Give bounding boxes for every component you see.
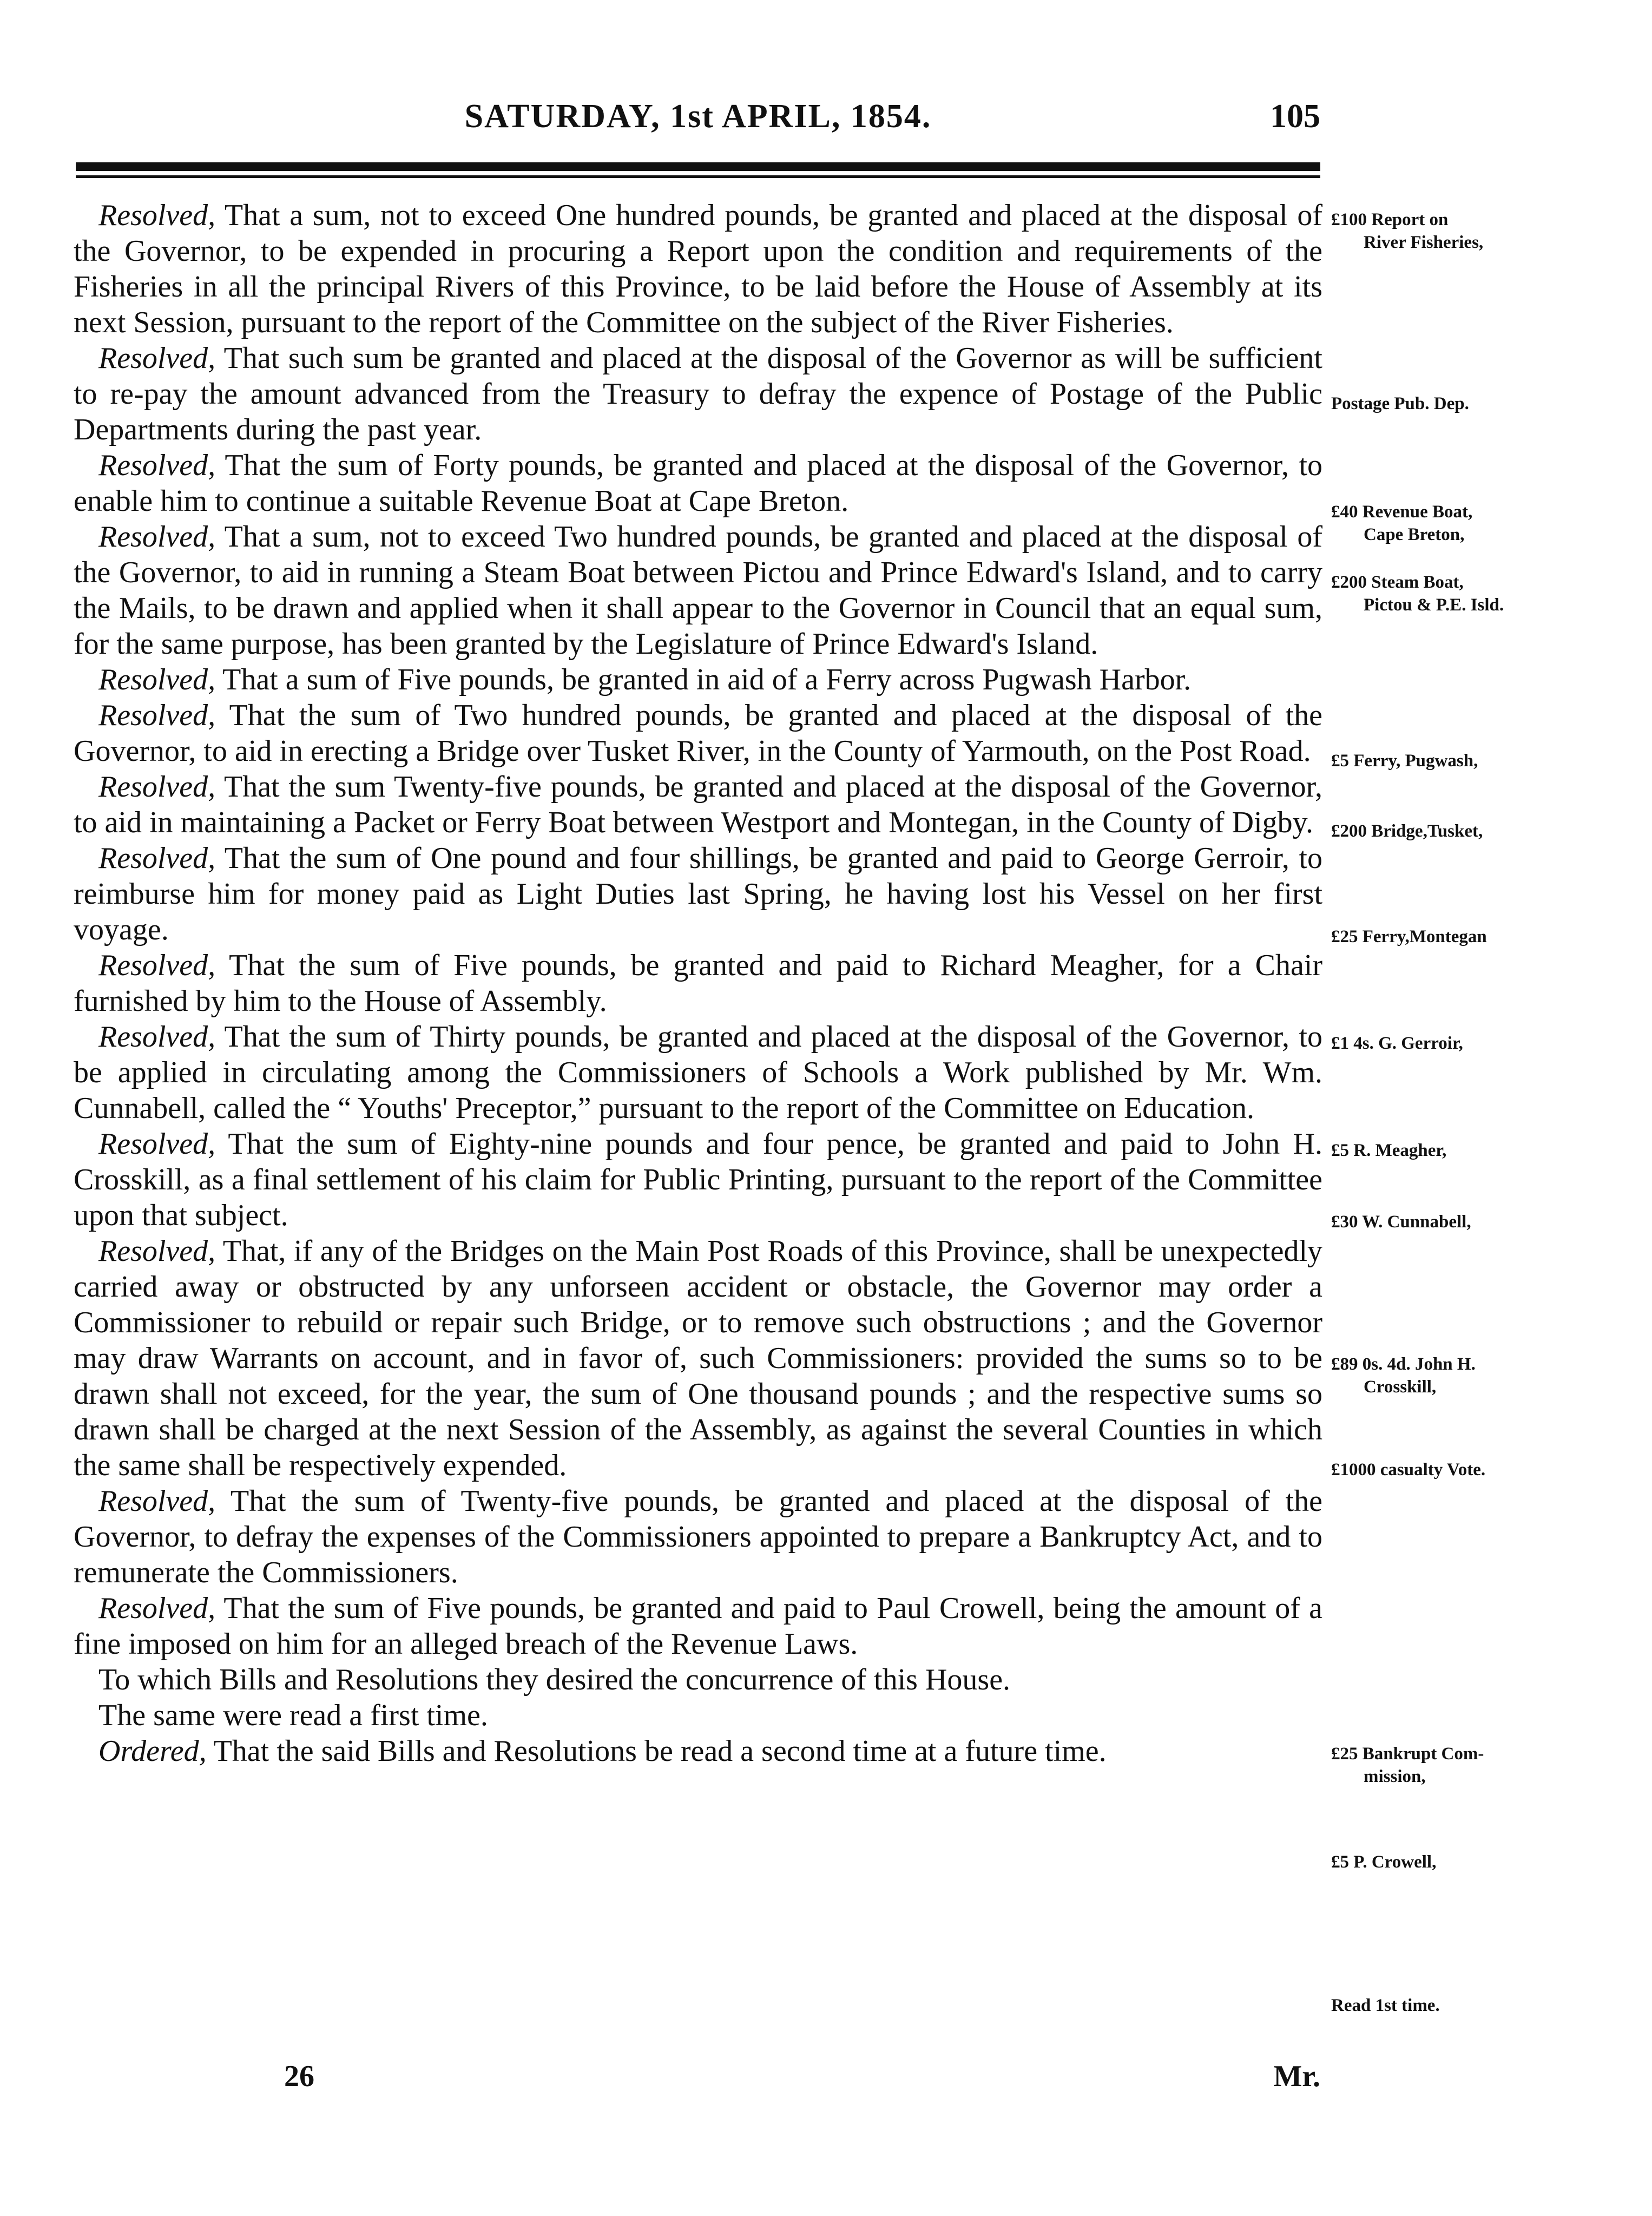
paragraph-text: That a sum, not to exceed One hundred pounds, be granted and placed at the disposal of the Governor, to be expended in procuring a Report upon the condition and requirements of the Fisheries in all the principal Rivers of this Province, to be laid before the House of Assembly at its next Session, pursuant to the report of the Committee on the subject of the River Fisheries. [74, 199, 1322, 339]
margin-note-line: £100 Report on [1331, 210, 1449, 229]
margin-note-line: £5 P. Crowell, [1331, 1852, 1437, 1872]
resolution-paragraph [74, 519, 1322, 662]
margin-note-line: Crosskill, [1364, 1377, 1437, 1397]
margin-note-line: £25 Ferry,Montegan [1331, 927, 1487, 946]
body-text [74, 198, 1322, 1769]
margin-note [1331, 1458, 1569, 1481]
paragraph-text: That the said Bills and Resolutions be read a second time at a future time. [206, 1734, 1107, 1768]
lead-word: Resolved, [98, 1592, 216, 1625]
paragraph-text: That the sum of One pound and four shillings, be granted and paid to George Gerroir, to reimburse him for money paid as Light Duties last Spring, he having lost his Vessel on her first voyage. [74, 841, 1322, 946]
margin-note [1331, 392, 1569, 415]
header-rule-thin [76, 175, 1320, 178]
lead-word: Resolved, [98, 949, 216, 982]
lead-word: Resolved, [98, 520, 216, 554]
margin-note-line: £5 Ferry, Pugwash, [1331, 751, 1478, 771]
resolution-paragraph [74, 1019, 1322, 1126]
lead-word: Resolved, [98, 1020, 216, 1054]
lead-word: Resolved, [98, 1234, 216, 1268]
margin-note-line: £200 Bridge,Tusket, [1331, 821, 1483, 841]
paragraph-text: The same were read a first time. [98, 1699, 488, 1732]
margin-note-line: £5 R. Meagher, [1331, 1141, 1447, 1160]
margin-note [1331, 1742, 1569, 1788]
margin-note-line: £30 W. Cunnabell, [1331, 1212, 1471, 1232]
paragraph-text: That the sum of Twenty-five pounds, be granted and placed at the disposal of the Governor, to defray the expenses of the Commissioners appointed to prepare a Bankruptcy Act, and to remunerate the Commissioners. [74, 1484, 1322, 1589]
paragraph-text: That the sum of Five pounds, be granted and paid to Paul Crowell, being the amount of a fine imposed on him for an alleged breach of the Revenue Laws. [74, 1592, 1322, 1661]
margin-note-line: £1000 casualty Vote. [1331, 1460, 1486, 1479]
margin-note-line: River Fisheries, [1364, 233, 1484, 252]
closing-paragraph [74, 1662, 1322, 1698]
margin-note-line: £89 0s. 4d. John H. [1331, 1354, 1476, 1374]
paragraph-text: To which Bills and Resolutions they desired the concurrence of this House. [98, 1663, 1011, 1696]
resolution-paragraph [74, 448, 1322, 519]
margin-note-line: Read 1st time. [1331, 1996, 1440, 2015]
resolution-paragraph [74, 340, 1322, 448]
lead-word: Resolved, [98, 341, 216, 375]
margin-note-line: Postage Pub. Dep. [1331, 394, 1469, 413]
margin-note [1331, 1994, 1569, 2017]
resolution-paragraph [74, 1483, 1322, 1590]
paragraph-text: That the sum of Two hundred pounds, be granted and placed at the disposal of the Governor, to aid in erecting a Bridge over Tusket River, in the County of Yarmouth, on the Post Road. [74, 699, 1322, 768]
paragraph-text: That the sum Twenty-five pounds, be granted and placed at the disposal of the Governor, to aid in maintaining a Packet or Ferry Boat between Westport and Montegan, in the County of Digby. [74, 770, 1322, 839]
lead-word: Resolved, [98, 1127, 216, 1161]
lead-word: Resolved, [98, 699, 216, 732]
margin-note [1331, 1851, 1569, 1873]
margin-note [1331, 501, 1569, 546]
margin-note-line: mission, [1364, 1767, 1426, 1786]
paragraph-text: That, if any of the Bridges on the Main Post Roads of this Province, shall be unexpectedly carried away or obstructed by any unforseen accident or obstacle, the Governor may order a Commissioner to rebuild or repair such Bridge, or to remove such obstructions ; and the Governor may draw Warrants on account, and in favor of, such Commissioners: provided the sums so to be drawn shall not exceed, for the year, the sum of One thousand pounds ; and the respective sums so drawn shall be charged at the next Session of the Assembly, as against the several Counties in which the same shall be respectively expended. [74, 1234, 1322, 1482]
resolution-paragraph [74, 948, 1322, 1019]
page-header [76, 92, 1320, 157]
catchword: Mr. [1273, 2060, 1320, 2093]
paragraph-text: That the sum of Eighty-nine pounds and four pence, be granted and paid to John H. Crosskill, as a final settlement of his claim for Public Printing, pursuant to the report of the Committee upon that subject. [74, 1127, 1322, 1232]
margin-note [1331, 1353, 1569, 1398]
paragraph-text: That the sum of Forty pounds, be granted and placed at the disposal of the Governor, to enable him to continue a suitable Revenue Boat at Cape Breton. [74, 449, 1322, 518]
resolution-paragraph [74, 198, 1322, 340]
resolution-paragraph [74, 1590, 1322, 1662]
lead-word: Resolved, [98, 449, 216, 482]
margin-note [1331, 820, 1569, 843]
lead-word: Resolved, [98, 841, 216, 875]
margin-note-line: Pictou & P.E. Isld. [1364, 595, 1504, 615]
margin-note-line: £200 Steam Boat, [1331, 573, 1464, 592]
lead-word: Resolved, [98, 663, 216, 696]
closing-paragraph [74, 1698, 1322, 1733]
margin-note-line: £25 Bankrupt Com- [1331, 1744, 1484, 1764]
paragraph-text: That the sum of Five pounds, be granted and paid to Richard Meagher, for a Chair furnished by him to the House of Assembly. [74, 949, 1322, 1018]
resolution-paragraph [74, 662, 1322, 698]
margin-note-line: Cape Breton, [1364, 525, 1465, 544]
resolution-paragraph [74, 840, 1322, 948]
order-paragraph [74, 1733, 1322, 1769]
resolution-paragraph [74, 698, 1322, 769]
signature-mark: 26 [284, 2060, 314, 2093]
resolution-paragraph [74, 1126, 1322, 1233]
lead-word: Resolved, [98, 1484, 216, 1518]
margin-note-line: £1 4s. G. Gerroir, [1331, 1034, 1463, 1053]
lead-word: Ordered, [98, 1734, 207, 1768]
page-footer [76, 2059, 1320, 2102]
margin-note [1331, 1211, 1569, 1233]
page-number: 105 [1270, 98, 1320, 135]
margin-note [1331, 208, 1569, 254]
header-date: SATURDAY, 1st APRIL, 1854. [464, 98, 932, 135]
margin-note [1331, 749, 1569, 772]
margin-note-line: £40 Revenue Boat, [1331, 502, 1473, 522]
header-rule-thick [76, 162, 1320, 171]
resolution-paragraph [74, 1233, 1322, 1483]
margin-note [1331, 1139, 1569, 1162]
lead-word: Resolved, [98, 199, 216, 232]
resolution-paragraph [74, 769, 1322, 840]
margin-note [1331, 1032, 1569, 1055]
lead-word: Resolved, [98, 770, 216, 804]
paragraph-text: That such sum be granted and placed at the disposal of the Governor as will be sufficient to re-pay the amount advanced from the Treasury to defray the expence of Postage of the Public Departments during the past year. [74, 341, 1322, 446]
paragraph-text: That a sum, not to exceed Two hundred pounds, be granted and placed at the disposal of the Governor, to aid in running a Steam Boat between Pictou and Prince Edward's Island, and to carry the Mails, to be drawn and applied when it shall appear to the Governor in Council that an equal sum, for the same purpose, has been granted by the Legislature of Prince Edward's Island. [74, 520, 1322, 661]
margin-note [1331, 925, 1569, 948]
margin-note [1331, 571, 1569, 616]
paragraph-text: That a sum of Five pounds, be granted in aid of a Ferry across Pugwash Harbor. [215, 663, 1192, 696]
paragraph-text: That the sum of Thirty pounds, be granted and placed at the disposal of the Governor, to be applied in circulating among the Commissioners of Schools a Work published by Mr. Wm. Cunnabell, called the “ Youths' Preceptor,” pursuant to the report of the Committee on Education. [74, 1020, 1322, 1125]
